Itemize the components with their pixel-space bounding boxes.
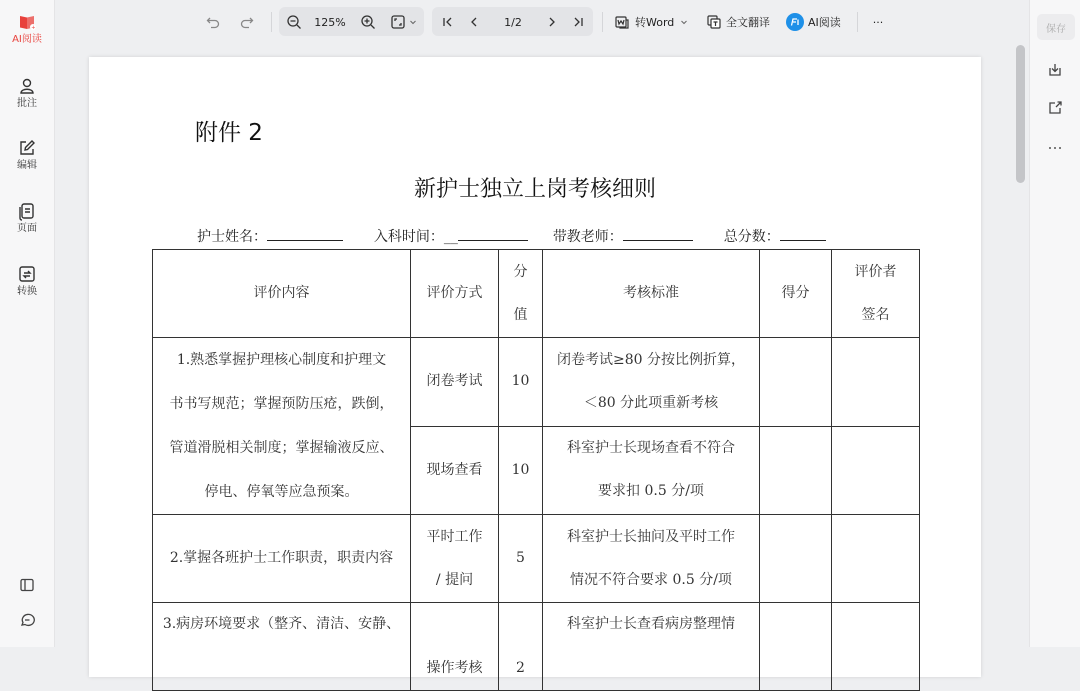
teacher-field[interactable]: [623, 226, 693, 241]
total-score-field[interactable]: [780, 226, 826, 241]
sidebar-item-label: 批注: [17, 98, 37, 109]
comment-icon[interactable]: [19, 612, 35, 628]
divider: [857, 12, 858, 32]
translate-button[interactable]: [706, 8, 772, 36]
row1-content-line: 管道滑脱相关制度；掌握输液反应、: [169, 440, 394, 456]
last-page-button[interactable]: [567, 8, 589, 36]
nurse-name-label: 护士姓名：: [197, 229, 267, 245]
header-got: 得分: [760, 250, 832, 338]
redo-button[interactable]: [236, 8, 258, 36]
next-page-button[interactable]: [541, 8, 563, 36]
zoom-in-icon: [360, 14, 376, 30]
document-page: [89, 57, 981, 677]
prev-page-button[interactable]: [463, 8, 485, 36]
row3-method: 操作考核: [411, 603, 499, 691]
row2-score: 5: [499, 515, 543, 603]
more-icon[interactable]: [1047, 140, 1063, 156]
redo-icon: [239, 14, 255, 30]
assessment-table: [152, 249, 920, 691]
pages-icon: [17, 201, 37, 221]
standard-line: 科室护士长现场查看不符合: [567, 440, 735, 457]
zoom-value: 125%: [314, 15, 346, 29]
header-sign: [832, 250, 920, 338]
row1-got-2[interactable]: [760, 426, 832, 515]
word-icon: [614, 14, 630, 30]
table-header-row: [153, 250, 920, 338]
zoom-out-icon: [286, 14, 302, 30]
attachment-label: 附件 2: [195, 120, 263, 146]
row1-standard-1: [543, 338, 760, 427]
row1-content: [153, 338, 411, 515]
header-content: 评价内容: [153, 250, 411, 338]
row1-sign-2[interactable]: [832, 426, 920, 515]
method-line: / 提问: [435, 571, 474, 588]
row1-sign-1[interactable]: [832, 338, 920, 427]
row1-score-1: 10: [499, 338, 543, 427]
sidebar-item-label: AI阅读: [12, 34, 42, 45]
scrollbar-thumb[interactable]: [1016, 45, 1025, 183]
last-page-icon: [571, 15, 585, 29]
chevron-down-icon: [409, 18, 417, 26]
header-method: 评价方式: [411, 250, 499, 338]
translate-icon: [706, 14, 722, 30]
header-sign-bottom: 签名: [861, 306, 890, 323]
standard-line: 闭卷考试≥80 分按比例折算，: [557, 351, 745, 368]
standard-line: 科室护士长抽问及平时工作: [567, 528, 735, 545]
sidebar-item-label: 转换: [17, 286, 37, 297]
row2-got[interactable]: [760, 515, 832, 603]
row3-standard: 科室护士长查看病房整理情: [543, 603, 760, 691]
row2-method: [411, 515, 499, 603]
row3-content: 3.病房环境要求（整齐、清洁、安静、: [153, 603, 411, 691]
total-score-label: 总分数：: [723, 229, 780, 245]
fit-page-button[interactable]: [386, 8, 420, 36]
left-sidebar: [0, 0, 55, 647]
zoom-level[interactable]: [311, 8, 349, 36]
zoom-in-button[interactable]: [357, 8, 379, 36]
page-indicator[interactable]: [493, 8, 533, 36]
undo-button[interactable]: [202, 8, 224, 36]
row1-content-line: 书书写规范；掌握预防压疮，跌倒，: [169, 396, 394, 412]
ai-read-icon: [17, 12, 37, 32]
convert-icon: [17, 264, 37, 284]
row2-standard: [543, 515, 760, 603]
next-page-icon: [545, 15, 559, 29]
page-number: 1/2: [504, 15, 522, 29]
row3-score: 2: [499, 603, 543, 691]
row1-content-line: 1.熟悉掌握护理核心制度和护理文: [176, 352, 387, 368]
row1-content-line: 停电、停氧等应急预案。: [204, 484, 359, 500]
right-sidebar: [1029, 0, 1080, 647]
teacher-label: 带教老师：: [552, 229, 623, 245]
download-icon[interactable]: [1047, 62, 1063, 78]
edit-icon: [17, 138, 37, 158]
sidebar-item-convert[interactable]: [0, 264, 54, 298]
header-score: [499, 250, 543, 338]
sidebar-item-label: 页面: [17, 223, 37, 234]
sidebar-item-label: 编辑: [17, 160, 37, 171]
ai-read-button[interactable]: [786, 8, 846, 36]
divider: [271, 12, 272, 32]
svg-text:+: +: [31, 25, 36, 31]
sidebar-toggle-icon[interactable]: [19, 577, 35, 593]
zoom-out-button[interactable]: [283, 8, 305, 36]
to-word-button[interactable]: [614, 8, 696, 36]
sidebar-item-ai-read[interactable]: [0, 12, 54, 46]
info-row: [197, 226, 826, 246]
header-score-top: 分: [513, 263, 528, 280]
header-score-bottom: 值: [513, 306, 528, 323]
row1-score-2: 10: [499, 426, 543, 515]
dept-time-label: 入科时间：: [373, 229, 444, 245]
fit-page-icon: [390, 14, 406, 30]
dept-time-prefix: __: [443, 229, 458, 245]
ai-read-label: AI阅读: [808, 16, 841, 29]
row1-method-2: 现场查看: [411, 426, 499, 515]
sidebar-item-annotate[interactable]: [0, 76, 54, 110]
annotate-icon: [17, 76, 37, 96]
dept-time-field[interactable]: [458, 226, 528, 241]
more-button[interactable]: [867, 8, 889, 36]
row1-standard-2: [543, 426, 760, 515]
header-sign-top: 评价者: [854, 263, 897, 280]
standard-line: 要求扣 0.5 分/项: [598, 483, 704, 500]
nurse-name-field[interactable]: [267, 226, 343, 241]
table-row: [153, 338, 920, 427]
toolbar: [55, 0, 1028, 44]
prev-page-icon: [467, 15, 481, 29]
method-line: 平时工作: [426, 528, 483, 545]
row1-got-1[interactable]: [760, 338, 832, 427]
save-button[interactable]: 保存: [1037, 14, 1075, 40]
to-word-label: 转Word: [635, 16, 675, 29]
ai-assistant-icon: [786, 13, 804, 31]
more-icon: ···: [872, 15, 884, 29]
sidebar-item-edit[interactable]: [0, 138, 54, 172]
document-title: 新护士独立上岗考核细则: [413, 177, 656, 202]
row1-method-1: 闭卷考试: [411, 338, 499, 427]
header-standard: 考核标准: [543, 250, 760, 338]
first-page-button[interactable]: [437, 8, 459, 36]
standard-line: 情况不符合要求 0.5 分/项: [570, 571, 732, 588]
table-row: [153, 515, 920, 603]
external-icon[interactable]: [1047, 100, 1063, 116]
row2-sign[interactable]: [832, 515, 920, 603]
translate-label: 全文翻译: [726, 16, 770, 29]
divider: [602, 12, 603, 32]
row2-content: 2.掌握各班护士工作职责，职责内容: [153, 515, 411, 603]
first-page-icon: [441, 15, 455, 29]
undo-icon: [205, 14, 221, 30]
sidebar-item-pages[interactable]: [0, 201, 54, 235]
standard-line: ＜80 分此项重新考核: [583, 394, 719, 411]
chevron-down-icon: [680, 18, 688, 26]
